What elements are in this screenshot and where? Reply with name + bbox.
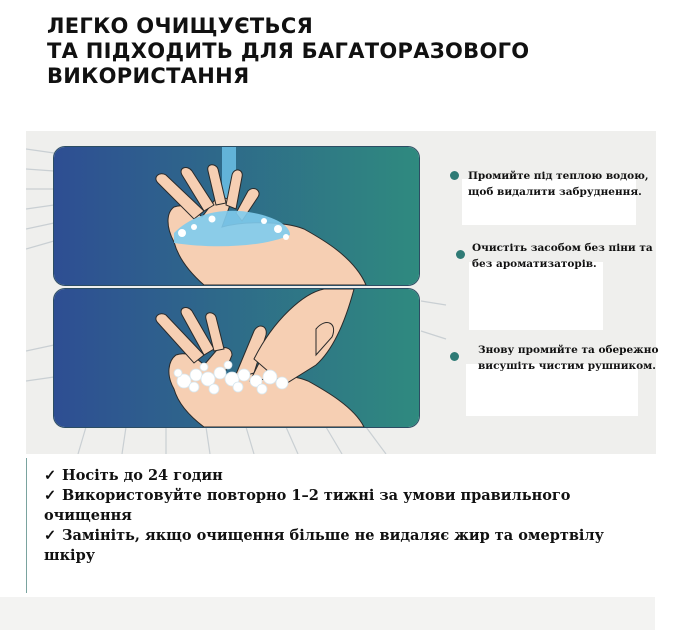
hands-under-water-illustration [53, 146, 420, 286]
step-text [472, 240, 653, 272]
step-line: щоб видалити забруднення. [468, 186, 642, 198]
step-text [478, 342, 658, 374]
title-line: ЛЕГКО ОЧИЩУЄТЬСЯ [47, 14, 314, 38]
step-card [469, 262, 603, 330]
bullet-text: Використовуйте повторно 1–2 тижні за умови правильного очищення [44, 487, 571, 524]
step-line: Знову промийте та обережно [478, 344, 659, 356]
bullet-text: Носіть до 24 годин [62, 467, 223, 484]
step-text [468, 168, 649, 200]
hands-washing-with-foam-illustration [53, 288, 420, 428]
title-line: ВИКОРИСТАННЯ [47, 64, 250, 88]
bullet-item [44, 466, 644, 486]
title-line: ТА ПІДХОДИТЬ ДЛЯ БАГАТОРАЗОВОГО [47, 39, 530, 63]
step-line: без ароматизаторів. [472, 258, 597, 270]
step-line: висушіть чистим рушником. [478, 360, 656, 372]
usage-bullets [44, 466, 644, 566]
step-bullet-dot [456, 250, 465, 259]
step-bullet-dot [450, 352, 459, 361]
step-line: Очистіть засобом без піни та [472, 242, 653, 254]
check-icon: ✓ [44, 467, 57, 484]
page-title [47, 14, 647, 89]
bullet-item [44, 486, 644, 526]
step-line: Промийте під теплою водою, [468, 170, 649, 182]
bullet-text: Замініть, якщо очищення більше не видаляє жир та омертвілу шкіру [44, 527, 604, 564]
footer-band [0, 597, 655, 630]
bullet-item [44, 526, 644, 566]
check-icon: ✓ [44, 527, 57, 544]
step-bullet-dot [450, 171, 459, 180]
check-icon: ✓ [44, 487, 57, 504]
